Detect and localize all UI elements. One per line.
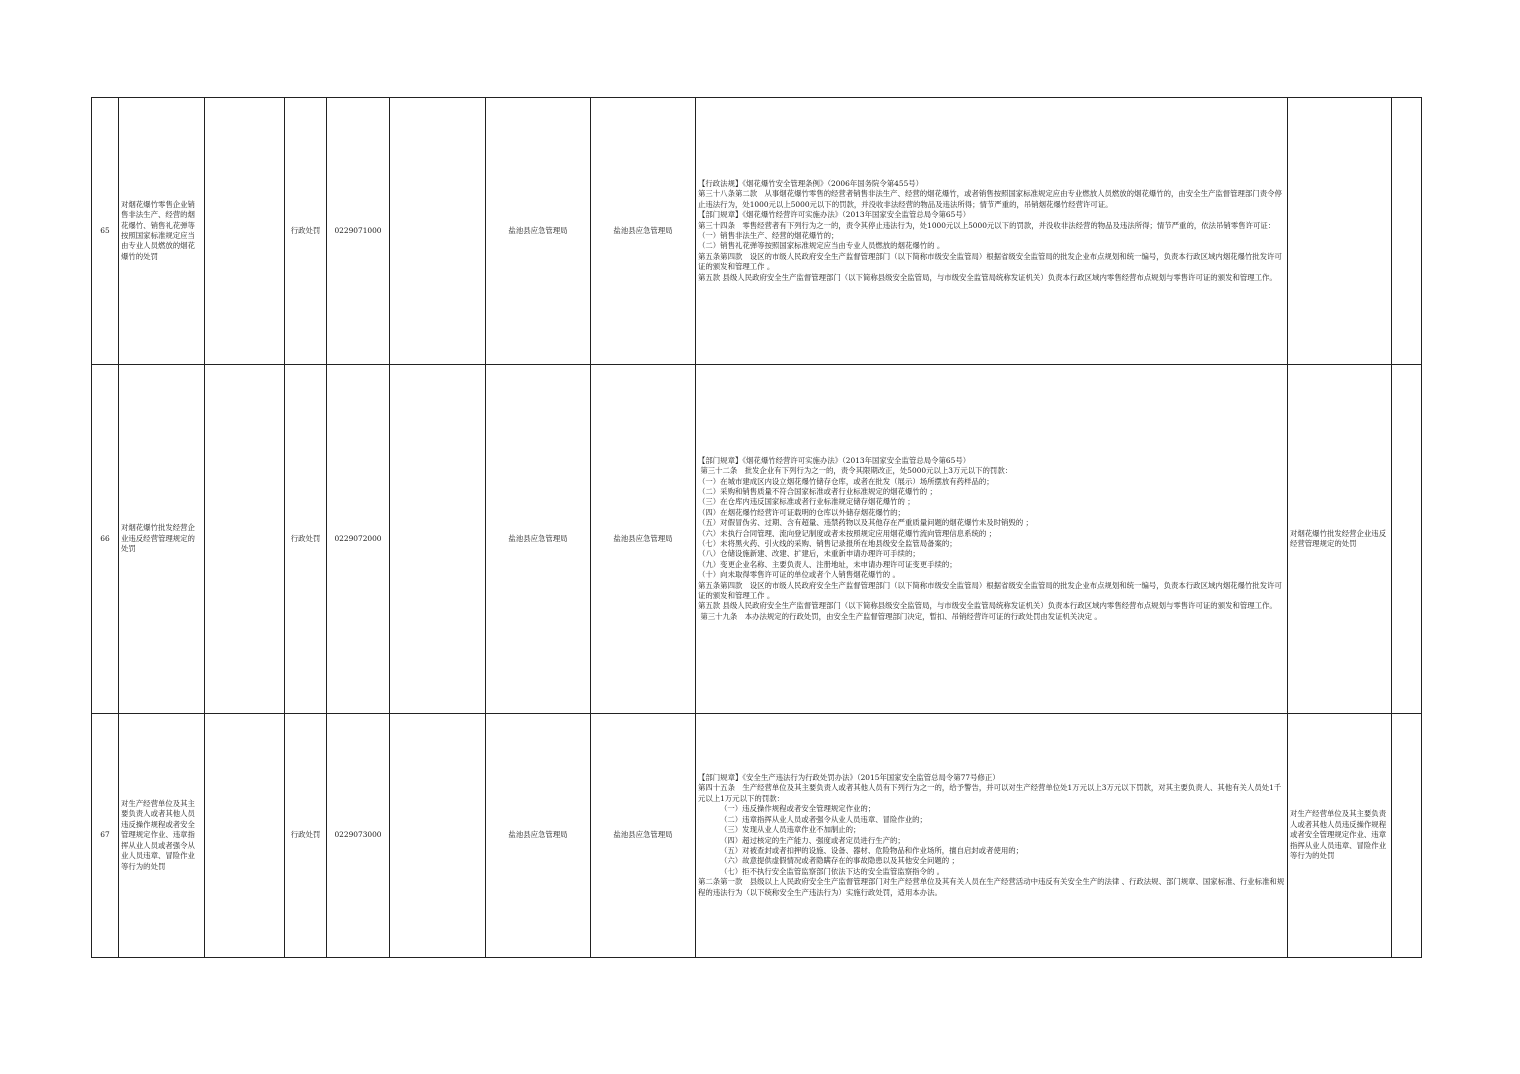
basis-line: （八）仓储设施新建、改建、扩建后，未重新申请办理许可手续的； xyxy=(698,549,920,559)
basis-line: 第五条第四款 设区的市级人民政府安全生产监督管理部门（以下简称市级安全监管局）根据省级安全监管局的批发企业布点规划和统一编号，负责本行政区域内烟花爆竹批发许可证的颁发和管理工作 。 xyxy=(698,251,1282,272)
last-cell xyxy=(1392,714,1422,958)
basis-line: （二）采购和销售质量不符合国家标准或者行业标准规定的烟花爆竹的 ； xyxy=(698,486,937,496)
responsible-dept: 盐池县应急管理局 xyxy=(486,98,591,365)
basis-line: 【部门规章】《烟花爆竹经营许可实施办法》（2013年国家安全监管总局令第65号） xyxy=(698,455,971,465)
item-number: 67 xyxy=(92,714,119,958)
basis-line: （一）在城市建成区内设立烟花爆竹储存仓库，或者在批发（展示）场所摆放有药样品的； xyxy=(698,476,994,486)
basis-line: （三）发现从业人员违章作业不加制止的； xyxy=(720,825,861,835)
basis-line: （一）销售非法生产、经营的烟花爆竹的； xyxy=(698,231,839,240)
basis-line: （五）对假冒伪劣、过期、含有超量、违禁药物以及其他存在严重质量问题的烟花爆竹未及时销毁的 ； xyxy=(698,518,1033,528)
responsible-dept: 盐池县应急管理局 xyxy=(486,714,591,958)
item-code: 0229071000 xyxy=(327,98,390,365)
basis-line: 【部门规章】《安全生产违法行为行政处罚办法》（2015年国家安全监管总局令第77号修正） xyxy=(698,773,1000,783)
item-name: 对生产经营单位及其主要负责人或者其他人员违反操作规程或者安全管理规定作业、违章指挥从业人员或者强令从业人员违章、冒险作业等行为的处罚 xyxy=(119,714,205,958)
implementing-dept: 盐池县应急管理局 xyxy=(591,98,696,365)
last-cell xyxy=(1392,365,1422,714)
basis-line: （四）在烟花爆竹经营许可证载明的仓库以外储存烟花爆竹的； xyxy=(698,507,905,517)
sub-item xyxy=(205,714,285,958)
basis-line: 第三十四条 零售经营者有下列行为之一的，责令其停止违法行为，处1000元以上5000元以下的罚款，并没收非法经营的物品及违法所得；情节严重的，依法吊销零售许可证： xyxy=(698,220,1276,230)
basis-line: 【部门规章】《烟花爆竹经营许可实施办法》（2013年国家安全监管总局令第65号） xyxy=(698,210,971,220)
sub-item xyxy=(205,365,285,714)
item-type: 行政处罚 xyxy=(285,365,327,714)
basis-line: 第二条第一款 县级以上人民政府安全生产监督管理部门对生产经营单位及其有关人员在生产经营活动中违反有关安全生产的法律 、行政法规、部门规章、国家标准、行业标准和规程的违法行为（以下统称安全生产违法行为）实施行政处罚，适用本办法。 xyxy=(698,877,1285,897)
basis-line: 第三十九条 本办法规定的行政处罚，由安全生产监督管理部门决定，暂扣、吊销经营许可证的行政处罚由发证机关决定 。 xyxy=(698,611,1102,621)
item-code: 0229073000 xyxy=(327,714,390,958)
table-row xyxy=(92,714,1422,958)
basis-line: 第五条第四款 设区的市级人民政府安全生产监督管理部门（以下简称市级安全监管局）根据省级安全监管局的批发企业布点规划和统一编号，负责本行政区域内烟花爆竹批发许可证的颁发和管理工作 。 xyxy=(698,580,1282,601)
basis-line: 第五款 县级人民政府安全生产监督管理部门（以下简称县级安全监管局，与市级安全监管局统称发证机关）负责本行政区域内零售经营布点规划与零售许可证的颁发和管理工作。 xyxy=(698,601,1277,611)
item-type: 行政处罚 xyxy=(285,714,327,958)
basis-line: （五）对被查封或者扣押的设施、设备、器材、危险物品和作业场所，擅自启封或者使用的； xyxy=(720,845,1024,855)
item-name: 对烟花爆竹批发经营企业违反经营管理规定的处罚 xyxy=(119,365,205,714)
remark: 对烟花爆竹批发经营企业违反经营管理规定的处罚 xyxy=(1288,365,1392,714)
basis-line: （七）拒不执行安全监管监察部门依法下达的安全监管监察指令的 。 xyxy=(720,866,945,876)
implementing-dept: 盐池县应急管理局 xyxy=(591,365,696,714)
legal-basis xyxy=(696,714,1288,958)
basis-line: （九）变更企业名称、主要负责人、注册地址，未申请办理许可证变更手续的； xyxy=(698,559,957,569)
item-code: 0229072000 xyxy=(327,365,390,714)
table-row xyxy=(92,98,1422,365)
basis-line: （六）未执行合同管理、流向登记制度或者未按照规定应用烟花爆竹流向管理信息系统的 ； xyxy=(698,528,996,538)
legal-basis xyxy=(696,365,1288,714)
responsible-dept: 盐池县应急管理局 xyxy=(486,365,591,714)
extra-cell xyxy=(390,714,486,958)
basis-line: （三）在仓库内违反国家标准或者行业标准规定储存烟花爆竹的 ； xyxy=(698,497,915,507)
remark xyxy=(1288,98,1392,365)
item-type: 行政处罚 xyxy=(285,98,327,365)
basis-line: （六）故意提供虚假情况或者隐瞒存在的事故隐患以及其他安全问题的 ； xyxy=(720,856,959,866)
basis-line: 第五款 县级人民政府安全生产监督管理部门（以下简称县级安全监管局，与市级安全监管局统称发证机关）负责本行政区域内零售经营布点规划与零售许可证的颁发和管理工作。 xyxy=(698,272,1277,282)
remark: 对生产经营单位及其主要负责人或者其他人员违反操作规程或者安全管理规定作业、违章指挥从业人员违章、冒险作业等行为的处罚 xyxy=(1288,714,1392,958)
last-cell xyxy=(1392,98,1422,365)
basis-line: 第三十八条第二款 从事烟花爆竹零售的经营者销售非法生产、经营的烟花爆竹，或者销售按照国家标准规定应由专业燃放人员燃放的烟花爆竹的，由安全生产监督管理部门责令停止违法行为，处1000元以上5000元以下的罚款，并没收非法经营的物品及违法所得；情节严重的，吊销烟花爆竹经营许可证。 xyxy=(698,189,1282,209)
extra-cell xyxy=(390,98,486,365)
basis-line: （四）超过核定的生产能力、强度或者定员进行生产的； xyxy=(720,835,905,845)
basis-line: （二）销售礼花弹等按照国家标准规定应当由专业人员燃放的烟花爆竹的 。 xyxy=(698,241,945,251)
extra-cell xyxy=(390,365,486,714)
item-name: 对烟花爆竹零售企业销售非法生产、经营的烟花爆竹、销售礼花弹等按照国家标准规定应当由专业人员燃放的烟花爆竹的处罚 xyxy=(119,98,205,365)
basis-line: 第三十二条 批发企业有下列行为之一的，责令其限期改正，处5000元以上3万元以下的罚款： xyxy=(698,466,1013,476)
sub-item xyxy=(205,98,285,365)
table-row xyxy=(92,365,1422,714)
basis-line: （二）违章指挥从业人员或者强令从业人员违章、冒险作业的； xyxy=(720,814,927,824)
penalty-table xyxy=(91,97,1422,958)
basis-line: （一）违反操作规程或者安全管理规定作业的； xyxy=(720,804,876,814)
basis-line: 第四十五条 生产经营单位及其主要负责人或者其他人员有下列行为之一的，给予警告，并可以对生产经营单位处1万元以上3万元以下罚款，对其主要负责人、其他有关人员处1千元以上1万元以下的罚款： xyxy=(698,783,1282,803)
legal-basis xyxy=(696,98,1288,365)
implementing-dept: 盐池县应急管理局 xyxy=(591,714,696,958)
item-number: 65 xyxy=(92,98,119,365)
basis-line: （十）向未取得零售许可证的单位或者个人销售烟花爆竹的 。 xyxy=(698,570,900,580)
item-number: 66 xyxy=(92,365,119,714)
basis-line: （七）未将黑火药、引火线的采购、销售记录报所在地县级安全监管局备案的； xyxy=(698,539,957,548)
basis-line: 【行政法规】《烟花爆竹安全管理条例》（2006年国务院令第455号） xyxy=(698,178,924,188)
